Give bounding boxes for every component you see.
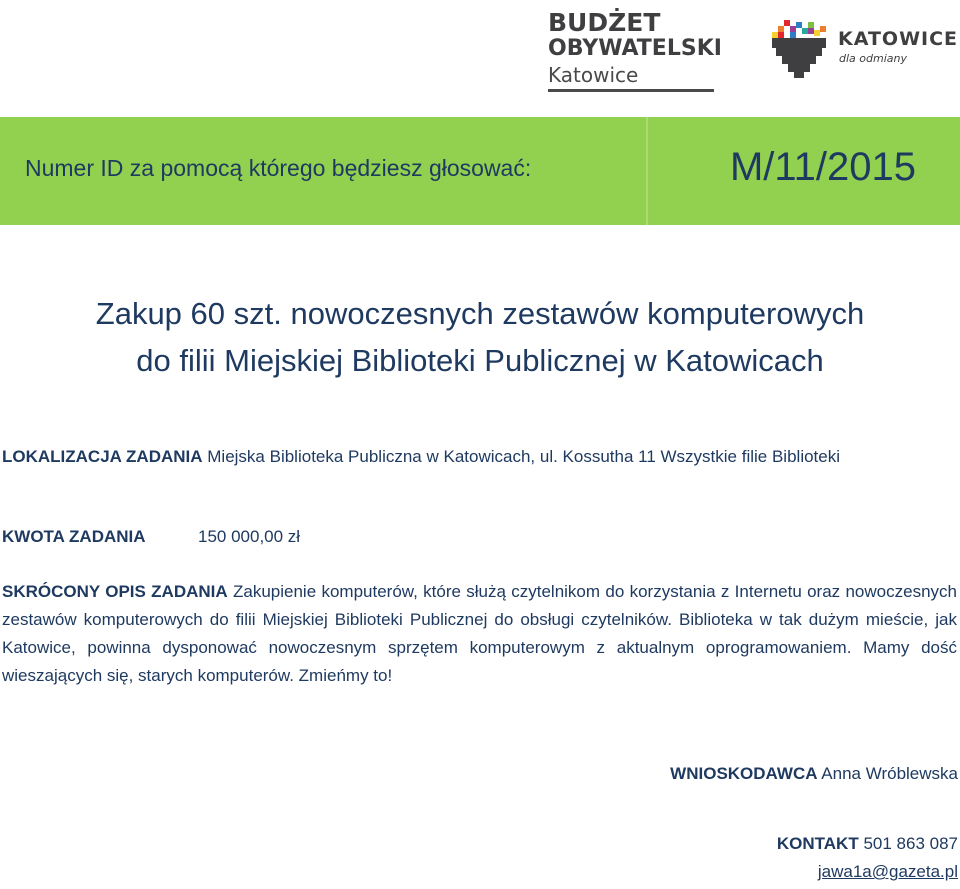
budzet-obywatelski-logo	[548, 8, 722, 94]
amount-label: KWOTA ZADANIA	[2, 527, 146, 546]
logo-line-katowice: Katowice	[548, 63, 639, 87]
description-label: SKRÓCONY OPIS ZADANIA	[2, 582, 228, 601]
katowice-pixel-icon	[770, 20, 834, 80]
katowice-logo	[770, 20, 959, 80]
id-banner	[0, 117, 960, 225]
banner-divider	[646, 117, 648, 225]
amount-field	[2, 523, 301, 551]
applicant-name: Anna Wróblewska	[821, 764, 958, 783]
amount-value: 150 000,00 zł	[198, 527, 301, 546]
contact-email-link[interactable]: jawa1a@gazeta.pl	[817, 862, 958, 881]
katowice-logo-tagline: dla odmiany	[839, 52, 907, 65]
contact-phone-row	[777, 830, 958, 858]
applicant-field	[670, 760, 958, 788]
project-title-line-1: Zakup 60 szt. nowoczesnych zestawów komputerowych	[95, 296, 865, 331]
project-title	[0, 290, 960, 384]
location-value: Miejska Biblioteka Publiczna w Katowicach, ul. Kossutha 11 Wszystkie filie Biblioteki	[207, 447, 841, 466]
banner-label: Numer ID za pomocą którego będziesz głosować:	[25, 155, 532, 181]
project-id: M/11/2015	[729, 145, 916, 189]
logo-line-budzet: BUDŻET	[548, 8, 661, 37]
location-field	[2, 443, 957, 471]
logo-line-obywatelski: OBYWATELSKI	[548, 36, 722, 61]
contact-field	[777, 830, 958, 886]
description-field	[2, 578, 957, 690]
applicant-label: WNIOSKODAWCA	[670, 764, 818, 783]
location-label: LOKALIZACJA ZADANIA	[2, 447, 203, 466]
logo-underline	[548, 89, 714, 92]
description-value: Zakupienie komputerów, które służą czytelnikom do korzystania z Internetu oraz nowoczesnych zestawów komputerowych do filii Miejskiej Biblioteki Publicznej do obsługi czytelników. Biblioteka w tak dużym mieście, jak Katowice, powinna dysponować nowoczesnym sprzętem komputerowym z aktualnym oprogramowaniem. Mamy dość wieszających się, starych komputerów. Zmieńmy to!	[2, 582, 957, 685]
contact-label: KONTAKT	[776, 834, 859, 853]
contact-phone: 501 863 087	[863, 834, 958, 853]
project-title-line-2: do filii Miejskiej Biblioteki Publicznej w Katowicach	[136, 343, 824, 378]
katowice-logo-name: KATOWICE	[838, 28, 959, 50]
